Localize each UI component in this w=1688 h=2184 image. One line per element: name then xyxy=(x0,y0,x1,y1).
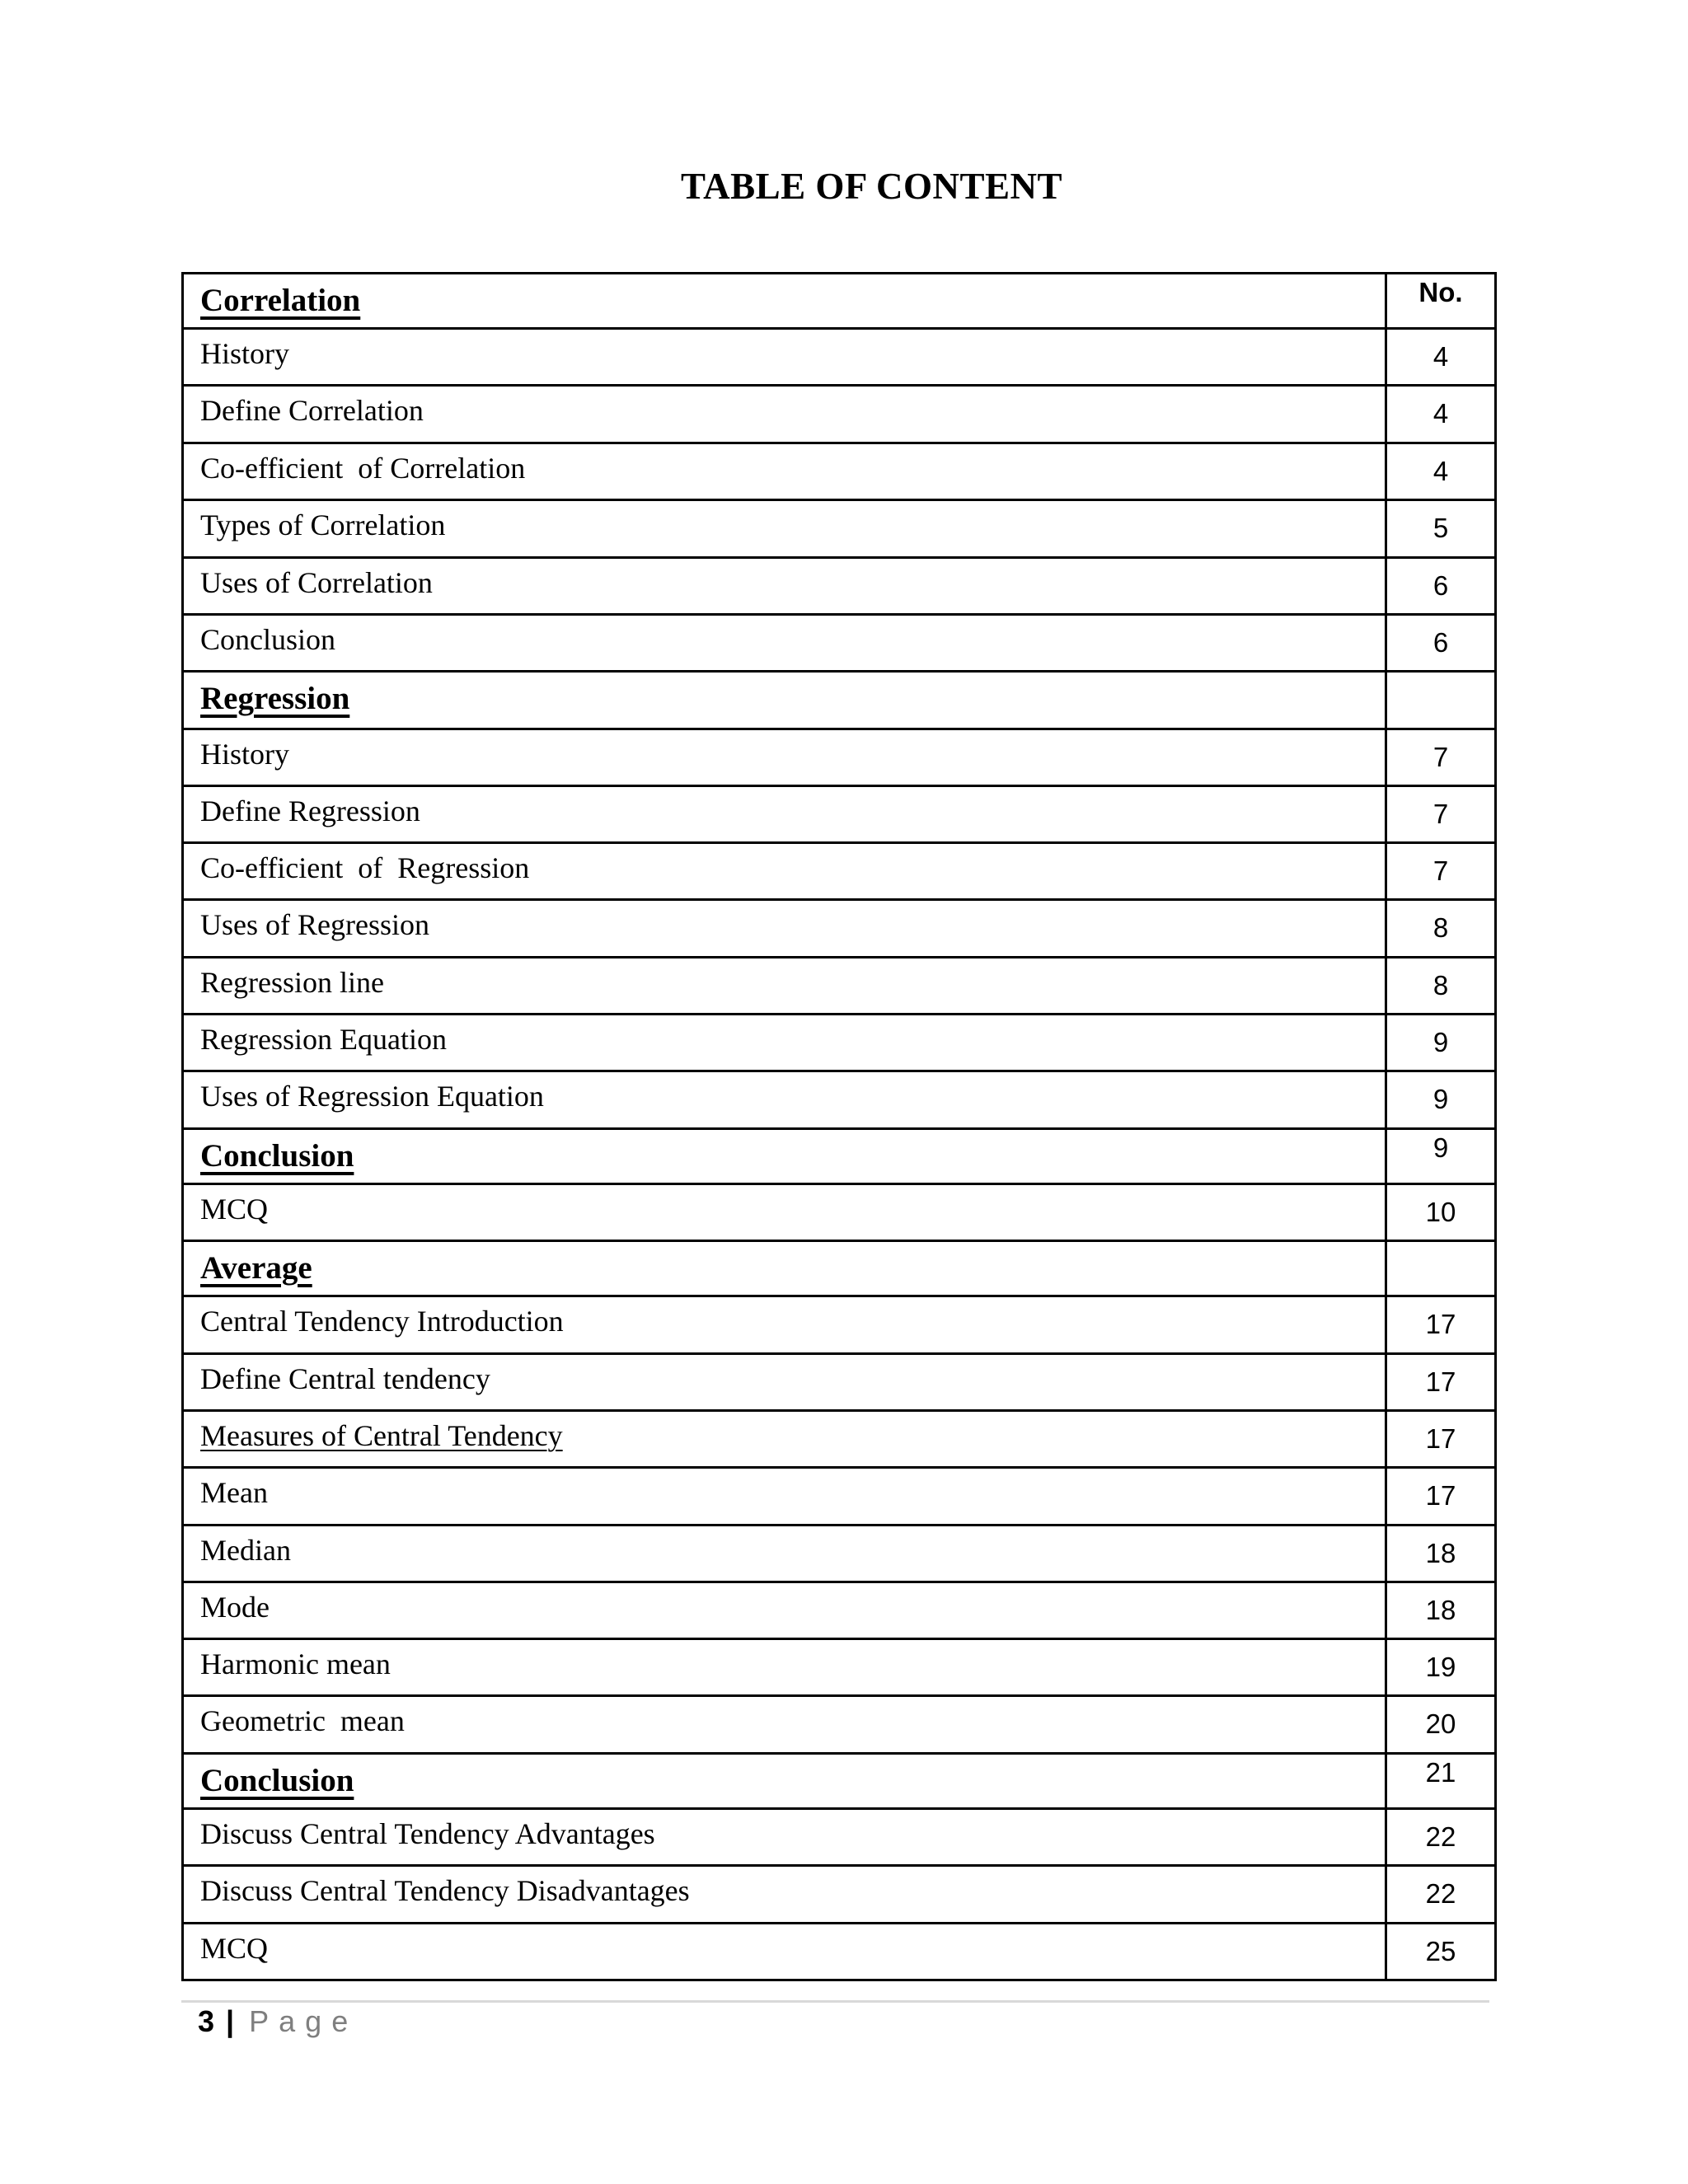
toc-row xyxy=(183,1866,1496,1924)
toc-entry-label: Uses of Regression xyxy=(200,908,429,941)
toc-section-row xyxy=(183,672,1496,729)
toc-page-number: 8 xyxy=(1386,900,1496,958)
toc-page-number: 20 xyxy=(1386,1696,1496,1754)
section-heading: Average xyxy=(200,1250,312,1286)
toc-topic-cell xyxy=(183,1924,1386,1980)
toc-section-row xyxy=(183,1241,1496,1296)
toc-topic-cell xyxy=(183,1241,1386,1296)
toc-page-number: 18 xyxy=(1386,1526,1496,1582)
toc-topic-cell xyxy=(183,558,1386,615)
section-heading: Regression xyxy=(200,681,350,716)
toc-row xyxy=(183,1468,1496,1526)
toc-row xyxy=(183,443,1496,500)
section-heading: Conclusion xyxy=(200,1763,354,1798)
toc-entry-label: Harmonic mean xyxy=(200,1647,391,1680)
toc-page-number: 8 xyxy=(1386,958,1496,1015)
toc-entry-label: Uses of Regression Equation xyxy=(200,1080,544,1113)
footer-rule xyxy=(181,2000,1489,2003)
toc-row xyxy=(183,1411,1496,1468)
toc-topic-cell xyxy=(183,443,1386,500)
toc-page-number: 6 xyxy=(1386,615,1496,672)
toc-topic-cell xyxy=(183,500,1386,558)
toc-row xyxy=(183,900,1496,958)
toc-row xyxy=(183,1582,1496,1639)
toc-entry-label: MCQ xyxy=(200,1193,269,1226)
section-heading-correlation: Correlation xyxy=(200,283,361,318)
toc-topic-cell xyxy=(183,900,1386,958)
toc-page-number: 21 xyxy=(1386,1754,1496,1809)
toc-row xyxy=(183,843,1496,900)
toc-page-number: 17 xyxy=(1386,1296,1496,1354)
toc-page-number: 18 xyxy=(1386,1582,1496,1639)
toc-header-page-no: No. xyxy=(1386,274,1496,329)
toc-topic-cell xyxy=(183,958,1386,1015)
toc-topic-cell xyxy=(183,386,1386,443)
toc-row xyxy=(183,329,1496,386)
toc-page-number: 7 xyxy=(1386,843,1496,900)
toc-row xyxy=(183,500,1496,558)
toc-row xyxy=(183,1696,1496,1754)
toc-entry-label: Define Regression xyxy=(200,794,420,827)
toc-page-number: 17 xyxy=(1386,1411,1496,1468)
toc-page-number: 9 xyxy=(1386,1015,1496,1071)
toc-page-number: 4 xyxy=(1386,329,1496,386)
toc-row xyxy=(183,786,1496,843)
toc-section-row xyxy=(183,1129,1496,1184)
toc-page-number: 19 xyxy=(1386,1639,1496,1696)
toc-row xyxy=(183,1639,1496,1696)
toc-page-number: 9 xyxy=(1386,1129,1496,1184)
toc-entry-label: Discuss Central Tendency Disadvantages xyxy=(200,1874,690,1907)
toc-entry-label: Geometric mean xyxy=(200,1704,405,1737)
toc-page-number: 7 xyxy=(1386,729,1496,786)
toc-topic-cell xyxy=(183,329,1386,386)
toc-page-number: 7 xyxy=(1386,786,1496,843)
toc-row xyxy=(183,1071,1496,1129)
toc-row xyxy=(183,1526,1496,1582)
toc-body xyxy=(183,274,1496,1980)
toc-row xyxy=(183,1924,1496,1980)
footer-separator: | xyxy=(226,2004,235,2038)
toc-topic-cell xyxy=(183,1184,1386,1241)
toc-page-number: 10 xyxy=(1386,1184,1496,1241)
toc-page-number: 17 xyxy=(1386,1354,1496,1411)
toc-entry-label: Median xyxy=(200,1534,291,1567)
toc-table xyxy=(181,272,1497,1981)
toc-row xyxy=(183,1354,1496,1411)
toc-topic-cell xyxy=(183,1526,1386,1582)
toc-topic-cell xyxy=(183,1354,1386,1411)
toc-entry-label: Types of Correlation xyxy=(200,509,446,541)
toc-topic-cell xyxy=(183,672,1386,729)
toc-header-row xyxy=(183,274,1496,329)
toc-page-number: 17 xyxy=(1386,1468,1496,1526)
toc-row xyxy=(183,615,1496,672)
toc-entry-label: Mode xyxy=(200,1591,270,1624)
toc-page-number: 5 xyxy=(1386,500,1496,558)
toc-topic-cell xyxy=(183,1866,1386,1924)
toc-topic-cell xyxy=(183,1411,1386,1468)
toc-topic-cell xyxy=(183,1809,1386,1866)
footer-page-label: Page xyxy=(249,2004,359,2038)
toc-topic-cell xyxy=(183,786,1386,843)
toc-topic-cell xyxy=(183,1296,1386,1354)
toc-topic-cell xyxy=(183,1129,1386,1184)
toc-entry-label: Co-efficient of Correlation xyxy=(200,452,526,485)
toc-entry-label: Uses of Correlation xyxy=(200,566,433,599)
toc-entry-label: Mean xyxy=(200,1476,268,1509)
toc-topic-cell xyxy=(183,615,1386,672)
toc-entry-label: History xyxy=(200,738,289,771)
toc-page-number: 9 xyxy=(1386,1071,1496,1129)
toc-entry-label: History xyxy=(200,337,289,370)
toc-entry-label: Regression line xyxy=(200,966,384,999)
toc-row xyxy=(183,729,1496,786)
toc-header-topic xyxy=(183,274,1386,329)
toc-topic-cell xyxy=(183,1015,1386,1071)
page-footer xyxy=(198,2001,358,2042)
toc-topic-cell xyxy=(183,843,1386,900)
toc-entry-label: Conclusion xyxy=(200,623,336,656)
toc-entry-label: Discuss Central Tendency Advantages xyxy=(200,1817,655,1850)
toc-section-row xyxy=(183,1754,1496,1809)
footer-page-number: 3 xyxy=(198,2004,215,2038)
toc-row xyxy=(183,558,1496,615)
toc-row xyxy=(183,386,1496,443)
toc-topic-cell xyxy=(183,1468,1386,1526)
toc-topic-cell xyxy=(183,729,1386,786)
toc-entry-label: Measures of Central Tendency xyxy=(200,1419,563,1452)
toc-page-number: 4 xyxy=(1386,386,1496,443)
toc-row xyxy=(183,1809,1496,1866)
toc-entry-label: Define Correlation xyxy=(200,394,424,427)
toc-topic-cell xyxy=(183,1639,1386,1696)
toc-page-number: 4 xyxy=(1386,443,1496,500)
page-title: TABLE OF CONTENT xyxy=(680,166,1063,207)
toc-topic-cell xyxy=(183,1754,1386,1809)
toc-topic-cell xyxy=(183,1582,1386,1639)
section-heading: Conclusion xyxy=(200,1138,354,1174)
toc-row xyxy=(183,1296,1496,1354)
toc-page-number xyxy=(1386,672,1496,729)
toc-page-number xyxy=(1386,1241,1496,1296)
toc-page-number: 25 xyxy=(1386,1924,1496,1980)
toc-row xyxy=(183,1184,1496,1241)
toc-entry-label: MCQ xyxy=(200,1932,269,1965)
toc-page-number: 22 xyxy=(1386,1809,1496,1866)
toc-entry-label: Define Central tendency xyxy=(200,1362,490,1395)
toc-entry-label: Co-efficient of Regression xyxy=(200,851,530,884)
toc-topic-cell xyxy=(183,1696,1386,1754)
toc-page-number: 22 xyxy=(1386,1866,1496,1924)
toc-row xyxy=(183,1015,1496,1071)
toc-entry-label: Regression Equation xyxy=(200,1023,447,1056)
toc-row xyxy=(183,958,1496,1015)
toc-entry-label: Central Tendency Introduction xyxy=(200,1305,564,1338)
toc-topic-cell xyxy=(183,1071,1386,1129)
toc-page-number: 6 xyxy=(1386,558,1496,615)
